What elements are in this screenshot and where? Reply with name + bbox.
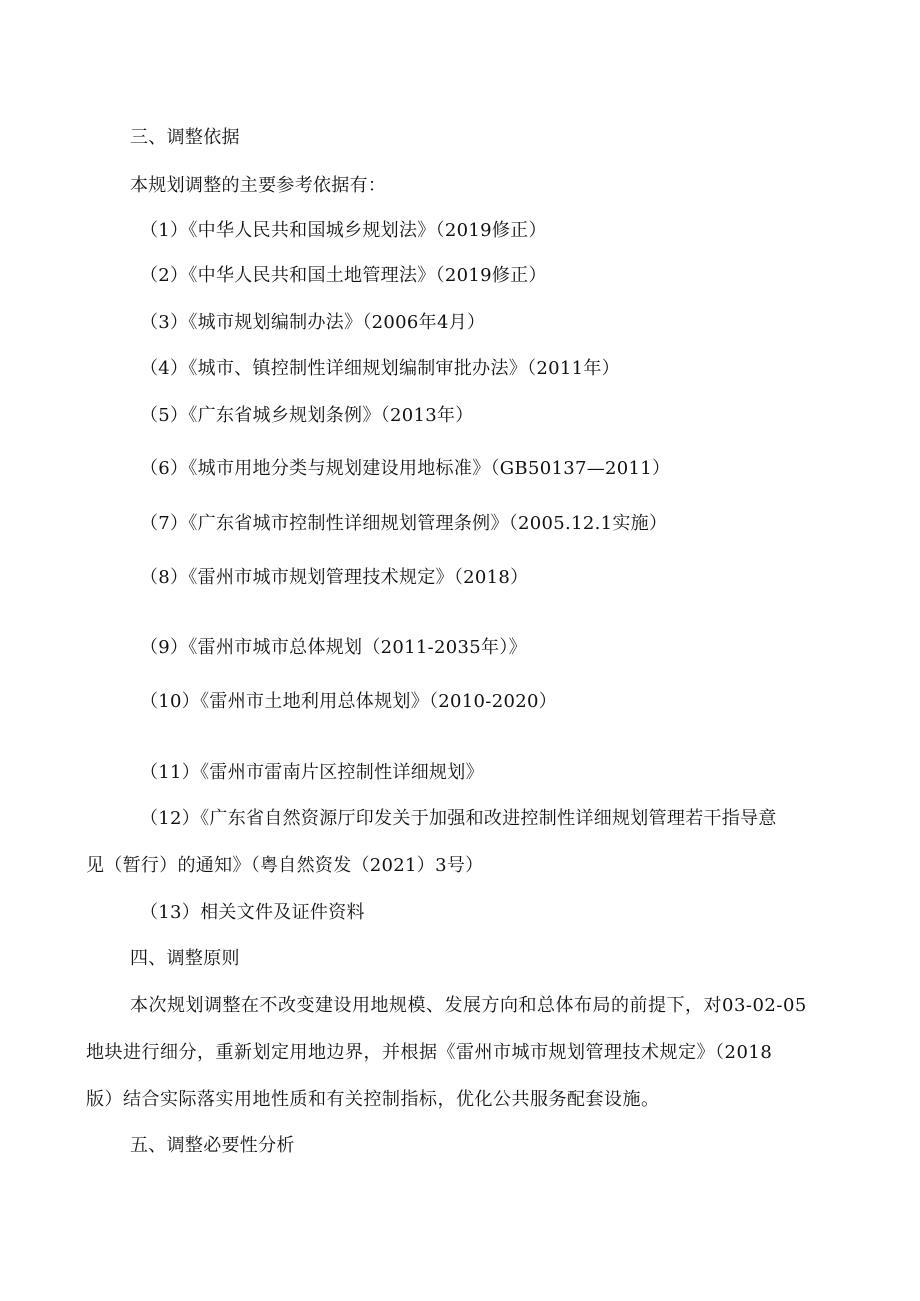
reference-item-6: （6）《城市用地分类与规划建设用地标准》（GB50137—2011）: [140, 458, 671, 479]
reference-item-10: （10）《雷州市土地利用总体规划》（2010-2020）: [140, 691, 558, 712]
section-3-heading: 三、调整依据: [130, 127, 240, 148]
reference-item-9: （9）《雷州市城市总体规划（2011-2035年）》: [140, 637, 527, 658]
reference-item-8: （8）《雷州市城市规划管理技术规定》（2018）: [140, 567, 529, 588]
reference-item-1: （1）《中华人民共和国城乡规划法》（2019修正）: [140, 220, 547, 241]
section-4-body-line-3: 版）结合实际落实用地性质和有关控制指标，优化公共服务配套设施。: [86, 1089, 660, 1110]
reference-item-2: （2）《中华人民共和国土地管理法》（2019修正）: [140, 265, 547, 286]
reference-item-7: （7）《广东省城市控制性详细规划管理条例》（2005.12.1实施）: [140, 513, 668, 534]
reference-item-5: （5）《广东省城乡规划条例》（2013年）: [140, 405, 474, 426]
section-5-heading: 五、调整必要性分析: [130, 1135, 295, 1156]
reference-item-3: （3）《城市规划编制办法》（2006年4月）: [140, 312, 486, 333]
reference-item-12: （12）《广东省自然资源厅印发关于加强和改进控制性详细规划管理若干指导意: [140, 808, 777, 829]
section-3-intro: 本规划调整的主要参考依据有：: [130, 175, 387, 196]
reference-item-4: （4）《城市、镇控制性详细规划编制审批办法》（2011年）: [140, 358, 620, 379]
reference-item-12-continuation: 见（暂行）的通知》（粤自然资发（2021）3号）: [86, 855, 484, 876]
section-4-body-line-2: 地块进行细分，重新划定用地边界，并根据《雷州市城市规划管理技术规定》（2018: [86, 1042, 773, 1063]
section-4-heading: 四、调整原则: [130, 948, 240, 969]
section-4-body-line-1: 本次规划调整在不改变建设用地规模、发展方向和总体布局的前提下，对03-02-05: [130, 995, 807, 1016]
reference-item-13: （13）相关文件及证件资料: [140, 902, 365, 923]
reference-item-11: （11）《雷州市雷南片区控制性详细规划》: [140, 762, 484, 783]
